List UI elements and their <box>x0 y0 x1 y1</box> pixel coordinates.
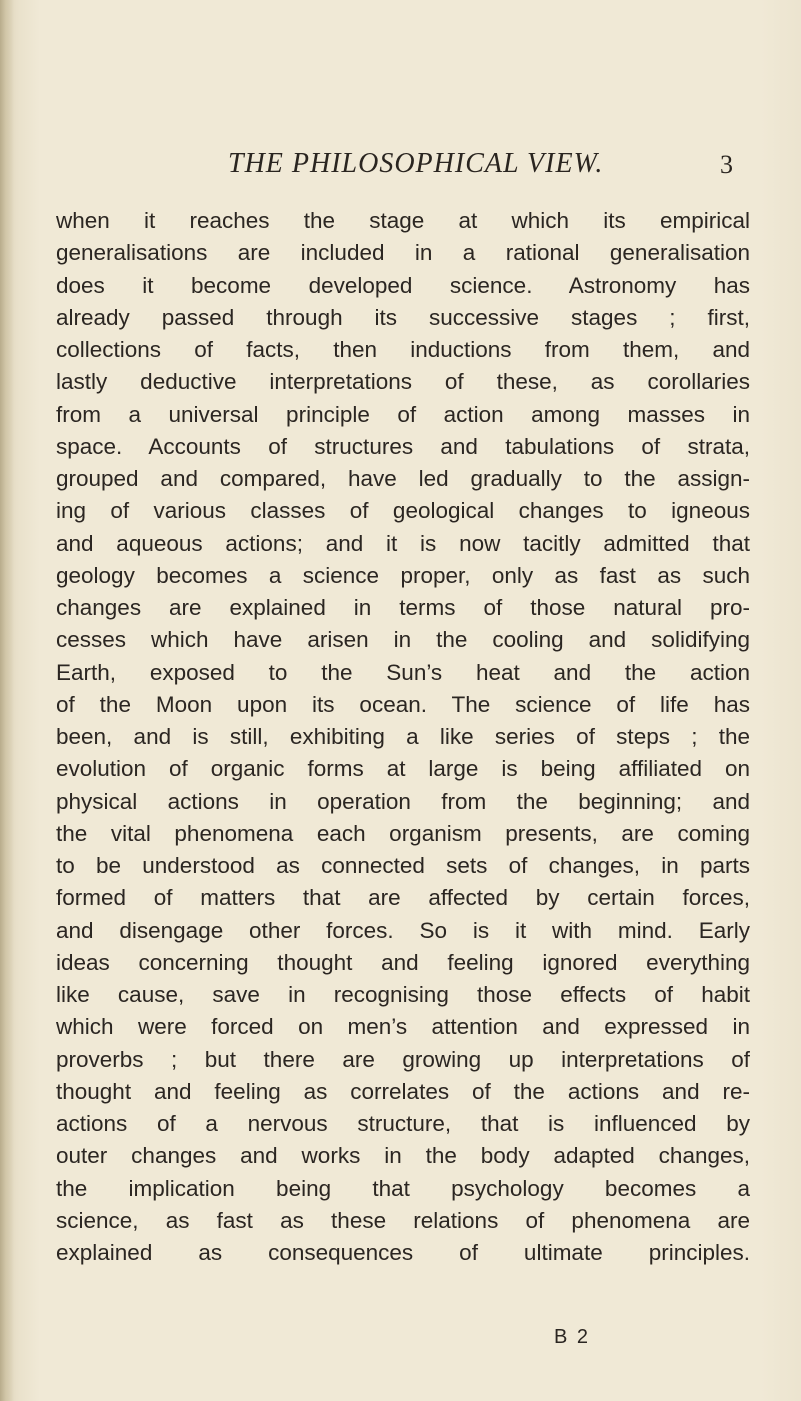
text-line: grouped and compared, have led gradually to the assign- <box>56 466 750 491</box>
text-line: thought and feeling as correlates of the actions and re- <box>56 1078 750 1104</box>
text-line: been, and is still, exhibiting a like series of steps ; the <box>56 724 750 749</box>
text-line: actions of a nervous structure, that is influenced by <box>56 1111 750 1136</box>
text-line: outer changes and works in the body adapted changes, <box>56 1143 750 1169</box>
page-number: 3 <box>720 150 733 179</box>
text-line: lastly deductive interpretations of these, as corollaries <box>56 369 750 395</box>
running-title: THE PHILOSOPHICAL VIEW. <box>228 148 604 179</box>
text-line: generalisations are included in a rational generalisation <box>56 240 750 266</box>
body-text <box>56 205 750 1269</box>
text-line: like cause, save in recognising those effects of habit <box>56 982 750 1007</box>
text-line: physical actions in operation from the beginning; and <box>56 788 750 814</box>
text-line: space. Accounts of structures and tabulations of strata, <box>56 433 750 459</box>
text-line: and aqueous actions; and it is now tacitly admitted that <box>56 530 750 556</box>
text-line: proverbs ; but there are growing up interpretations of <box>56 1046 750 1072</box>
text-line: evolution of organic forms at large is being affiliated on <box>56 756 750 782</box>
text-line: to be understood as connected sets of changes, in parts <box>56 853 750 878</box>
text-line: of the Moon upon its ocean. The science of life has <box>56 691 750 717</box>
text-line: ing of various classes of geological changes to igneous <box>56 498 750 524</box>
text-line: from a universal principle of action among masses in <box>56 401 750 427</box>
text-line: and disengage other forces. So is it with mind. Early <box>56 917 750 943</box>
text-line: science, as fast as these relations of phenomena are <box>56 1207 750 1233</box>
text-line: when it reaches the stage at which its empirical <box>56 208 750 233</box>
text-line: the vital phenomena each organism presents, are coming <box>56 820 750 846</box>
text-line: collections of facts, then inductions from them, and <box>56 337 750 362</box>
text-line: which were forced on men’s attention and expressed in <box>56 1014 750 1040</box>
text-line: the implication being that psychology becomes a <box>56 1175 750 1201</box>
text-line: changes are explained in terms of those natural pro- <box>56 595 750 620</box>
signature-mark: B 2 <box>554 1326 591 1348</box>
text-line: explained as consequences of ultimate principles. <box>56 1240 750 1265</box>
binding-gutter <box>0 0 14 1401</box>
text-line: formed of matters that are affected by certain forces, <box>56 885 750 911</box>
text-line: cesses which have arisen in the cooling and solidifying <box>56 627 750 653</box>
text-line: does it become developed science. Astronomy has <box>56 272 750 298</box>
text-line: already passed through its successive stages ; first, <box>56 304 750 330</box>
text-line: Earth, exposed to the Sun’s heat and the action <box>56 659 750 685</box>
text-line: ideas concerning thought and feeling ignored everything <box>56 949 750 975</box>
text-line: geology becomes a science proper, only as fast as such <box>56 562 750 588</box>
